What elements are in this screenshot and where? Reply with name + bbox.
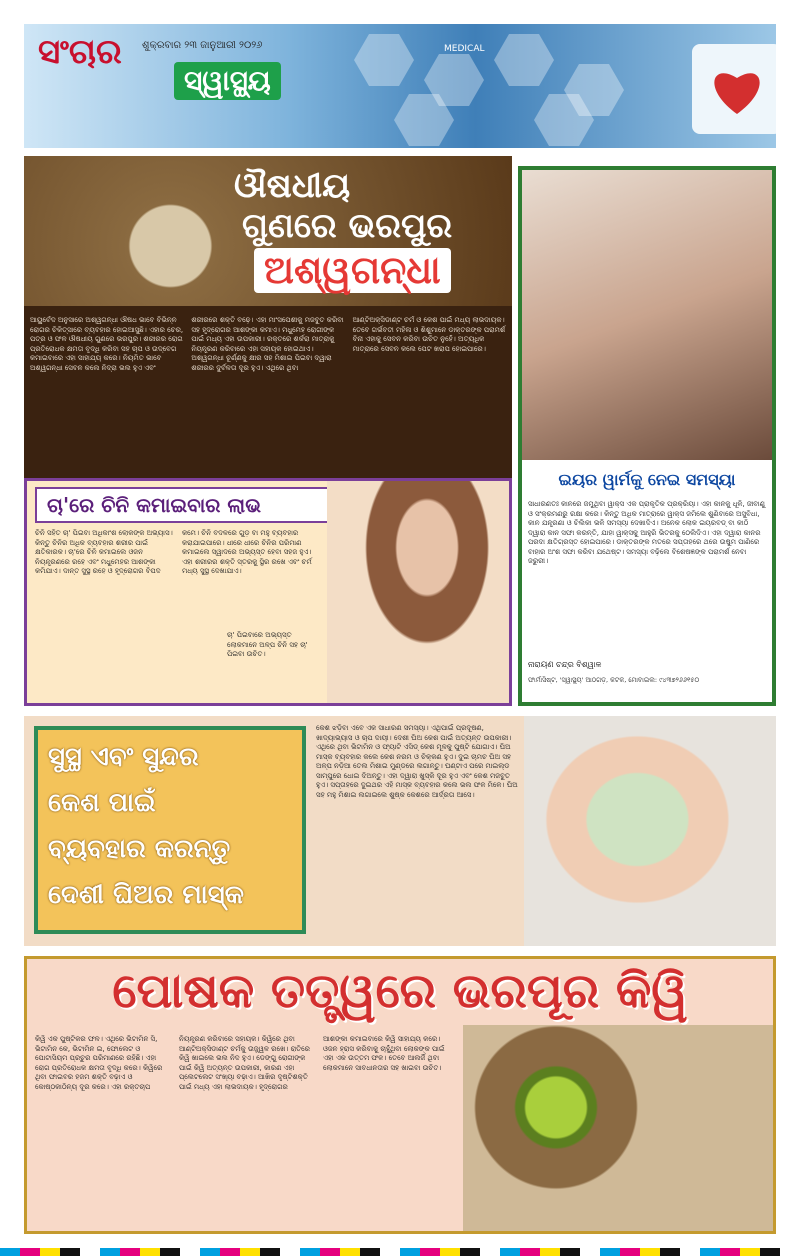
print-color-bar <box>0 1248 800 1256</box>
issue-date: ଶୁକ୍ରବାର ୨୩ ଜାନୁଆରୀ ୨୦୨୬ <box>142 40 263 51</box>
headline-line: ବ୍ୟବହାର କରନ୍ତୁ <box>48 834 231 864</box>
headline-line: ଦେଶୀ ଘିଅର ମାସ୍କ <box>48 880 244 910</box>
article-headline: ଇୟର ୱାର୍ମକୁ ନେଇ ସମସ୍ୟା <box>558 470 736 489</box>
headline-box <box>34 726 306 934</box>
heart-hands-icon <box>692 44 776 134</box>
ashwagandha-article <box>24 156 512 500</box>
article-headline: ପୋଷକ ତତ୍ତ୍ୱରେ ଭରପୂର କିୱି <box>112 963 688 1019</box>
author-name: ନାରାୟଣ ଚନ୍ଦ୍ର ବିଶ୍ୱାଳ <box>528 660 602 669</box>
hex-tile <box>354 34 414 86</box>
woman-with-tea-photo <box>327 481 509 703</box>
ghee-hair-mask-article <box>24 716 776 946</box>
ear-wax-article <box>518 166 776 706</box>
ear-pain-photo <box>522 170 772 460</box>
medical-label: MEDICAL <box>444 44 485 54</box>
article-headline-line2: ଗୁଣରେ ଭରପୁର <box>242 206 453 246</box>
newspaper-logo: ସଂଚାର <box>38 32 122 72</box>
headline-text <box>48 734 296 918</box>
tea-sugar-article <box>24 478 512 706</box>
medical-hex-pattern <box>334 24 674 148</box>
face-mask-photo <box>524 716 776 946</box>
article-headline: ଚା'ରେ ଚିନି କମାଇବାର ଲାଭ <box>35 487 475 523</box>
headline-line: ସୁସ୍ଥ ଏବଂ ସୁନ୍ଦର <box>48 742 199 772</box>
article-body: ଚିନି ସହିତ ଚା' ପିଇବା ଅଧିକାଂଶ ଲୋକଙ୍କ ଅଭ୍ୟାସ। କିନ୍ତୁ ଚିନିର ଅଧିକ ବ୍ୟବହାର ଶରୀର ପାଇଁ କ୍ଷତିକାରକ। ଚା'ରେ ଚିନି କମାଇଲେ ଓଜନ ନିୟନ୍ତ୍ରଣରେ ରହେ ଏବଂ ମଧୁମେହର ଆଶଙ୍କା କମିଯାଏ। ଦାନ୍ତ ସୁସ୍ଥ ରହେ ଓ ହୃଦ୍‌ରୋଗର ବିପଦ କମେ। ଚିନି ବଦଳରେ ଗୁଡ଼ ବା ମହୁ ବ୍ୟବହାର କରାଯାଇପାରେ। ଧୀରେ ଧୀରେ ଚିନିର ପରିମାଣ କମାଇଲେ ସ୍ୱାଦରେ ଅଭ୍ୟସ୍ତ ହେବା ସହଜ ହୁଏ। ଏହା ଶରୀରର ଶକ୍ତି ସ୍ତରକୁ ସ୍ଥିର ରଖେ ଏବଂ ଚର୍ମ ମଧ୍ୟ ସୁସ୍ଥ ଦେଖାଯାଏ। <box>35 529 312 575</box>
article-headline-line3: ଅଶ୍ୱଗନ୍ଧା <box>254 248 451 293</box>
hex-tile <box>494 34 554 86</box>
masthead-banner <box>24 24 776 148</box>
kiwi-article <box>24 956 776 1234</box>
headline-line: କେଶ ପାଇଁ <box>48 788 156 818</box>
article-closing: ଚା' ପିଇବାରେ ଅଭ୍ୟସ୍ତ ଲୋକମାନେ ଅଳ୍ପ ଚିନି ସହ ଚା' ପିଇବା ଉଚିତ। <box>227 631 308 658</box>
kiwi-fruit-photo <box>463 1025 773 1231</box>
author-detail: ଫାର୍ମାସିଷ୍ଟ, 'ସ୍ୱାସ୍ଥ୍ୟ' ଆଠଗଡ଼, କଟକ, ମୋବାଇଲ: ୯୪୩୭୨୬୬୧୫୦ <box>528 676 700 684</box>
article-body: ସାଧାରଣତଃ କାନରେ ଜମୁଥିବା ୱାକ୍ସ ଏକ ପ୍ରାକୃତିକ ପ୍ରକ୍ରିୟା। ଏହା କାନକୁ ଧୂଳି, ଜୀବାଣୁ ଓ ସଂକ୍ରମଣରୁ ରକ୍ଷା କରେ। କିନ୍ତୁ ଅଧିକ ମାତ୍ରାରେ ୱାକ୍ସ ଜମିଲେ ଶୁଣିବାରେ ଅସୁବିଧା, କାନ ଯନ୍ତ୍ରଣା ଓ ଚିଲିକା ଭଳି ସମସ୍ୟା ଦେଖାଦିଏ। ଅନେକ ଲୋକ ଇୟରବଡ୍ ବା କାଠି ଦ୍ୱାରା କାନ ସଫା କରନ୍ତି, ଯାହା ୱାକ୍ସକୁ ଆହୁରି ଭିତରକୁ ଠେଲିଦିଏ। ଏହା ଦ୍ୱାରା କାନର ପରଦା କ୍ଷତିଗ୍ରସ୍ତ ହୋଇପାରେ। ଡାକ୍ତରଙ୍କ ମତରେ ସପ୍ତାହରେ ଥରେ ଉଷୁମ ପାଣିରେ ବାହାର ଅଂଶ ସଫା କରିବା ଯଥେଷ୍ଟ। ସମସ୍ୟା ବଢ଼ିଲେ ବିଶେଷଜ୍ଞଙ୍କ ପରାମର୍ଶ ନେବା ଜରୁରୀ। <box>528 500 765 565</box>
section-title: ସ୍ୱାସ୍ଥ୍ୟ <box>174 62 281 100</box>
article-body: କେଶ ଝଡ଼ିବା ଏବେ ଏକ ସାଧାରଣ ସମସ୍ୟା। ଏଥିପାଇଁ ପ୍ରଦୂଷଣ, ଖାଦ୍ୟାଭ୍ୟାସ ଓ ଚାପ ଦାୟୀ। ଦେଶୀ ଘିଅ କେଶ ପାଇଁ ଅତ୍ୟନ୍ତ ଉପକାରୀ। ଏଥିରେ ଥିବା ଭିଟାମିନ ଓ ଫ୍ୟାଟି ଏସିଡ୍ କେଶ ମୂଳକୁ ପୁଷ୍ଟି ଯୋଗାଏ। ଘିଅ ମାସ୍କ ବ୍ୟବହାର କଲେ କେଶ ନରମ ଓ ଚିକ୍କଣ ହୁଏ। ଦୁଇ ଚାମଚ ଘିଅ ସହ ଅଳ୍ପ ନଡ଼ିଆ ତେଲ ମିଶାଇ ମୁଣ୍ଡରେ ଲଗାନ୍ତୁ। ଘଣ୍ଟାଏ ପରେ ମାଇଲ୍ଡ ସାମ୍ପୁରେ ଧୋଇ ଦିଅନ୍ତୁ। ଏହା ଦ୍ୱାରା ଖୁସ୍କି ଦୂର ହୁଏ ଏବଂ କେଶ ମଜବୁତ ହୁଏ। ସପ୍ତାହରେ ଦୁଇଥର ଏହି ମାସ୍କ ବ୍ୟବହାର କଲେ ଭଲ ଫଳ ମିଳେ। ଘିଅ ସହ ମହୁ ମିଶାଇ ଲଗାଇଲେ ଶୁଷ୍କ କେଶରେ ଆର୍ଦ୍ରତା ଆସେ। <box>316 724 518 799</box>
article-body: କିୱି ଏକ ପୁଷ୍ଟିକର ଫଳ। ଏଥିରେ ଭିଟାମିନ ସି, ଭିଟାମିନ କେ, ଭିଟାମିନ ଇ, ଫୋଲେଟ ଓ ପୋଟାସିୟମ ପ୍ରଚୁର ପରିମାଣରେ ରହିଛି। ଏହା ରୋଗ ପ୍ରତିରୋଧକ କ୍ଷମତା ବୃଦ୍ଧି କରେ। କିୱିରେ ଥିବା ଫାଇବର ହଜମ ଶକ୍ତି ବଢ଼ାଏ ଓ କୋଷ୍ଠକାଠିନ୍ୟ ଦୂର କରେ। ଏହା ରକ୍ତଚାପ ନିୟନ୍ତ୍ରଣ କରିବାରେ ସହାୟକ। କିୱିରେ ଥିବା ଆଣ୍ଟିଅକ୍ସିଡାଣ୍ଟ ଚର୍ମକୁ ଉଜ୍ଜ୍ୱଳ ରଖେ। ରାତିରେ କିୱି ଖାଇଲେ ଭଲ ନିଦ ହୁଏ। ଡେଙ୍ଗୁ ରୋଗୀଙ୍କ ପାଇଁ କିୱି ଅତ୍ୟନ୍ତ ଉପକାରୀ, କାରଣ ଏହା ପ୍ଲେଟଲେଟ ସଂଖ୍ୟା ବଢ଼ାଏ। ଆଖିର ଦୃଷ୍ଟିଶକ୍ତି ପାଇଁ ମଧ୍ୟ ଏହା ଲାଭଦାୟକ। ହୃଦ୍‌ରୋଗର ଆଶଙ୍କା କମାଇବାରେ କିୱି ସାହାଯ୍ୟ କରେ। ଓଜନ ହ୍ରାସ କରିବାକୁ ଚାହୁଁଥିବା ଲୋକଙ୍କ ପାଇଁ ଏହା ଏକ ଉତ୍ତମ ଫଳ। ତେବେ ଆଲର୍ଜି ଥିବା ଲୋକମାନେ ସାବଧାନତାର ସହ ଖାଇବା ଉଚିତ। <box>35 1035 445 1091</box>
article-body: ଆୟୁର୍ବେଦ ଅନୁସାରେ ଅଶ୍ୱଗନ୍ଧା ଔଷଧ ଭାବେ ବିଭିନ୍ନ ରୋଗର ଚିକିତ୍ସାରେ ବ୍ୟବହାର ହୋଇଆସୁଛି। ଏହାର ଚେର, ପତ୍ର ଓ ଫଳ ଔଷଧୀୟ ଗୁଣରେ ଭରପୁର। ଶରୀରର ରୋଗ ପ୍ରତିରୋଧକ କ୍ଷମତା ବୃଦ୍ଧି କରିବା ସହ ଚାପ ଓ ଉଦ୍‌ବେଗ କମାଇବାରେ ଏହା ସାହାଯ୍ୟ କରେ। ନିୟମିତ ଭାବେ ଅଶ୍ୱଗନ୍ଧା ସେବନ କଲେ ନିଦ୍ରା ଭଲ ହୁଏ ଏବଂ ଶରୀରରେ ଶକ୍ତି ବଢ଼େ। ଏହା ମାଂସପେଶୀକୁ ମଜବୁତ କରିବା ସହ ହୃଦ୍‌ରୋଗର ଆଶଙ୍କା କମାଏ। ମଧୁମେହ ରୋଗୀଙ୍କ ପାଇଁ ମଧ୍ୟ ଏହା ଉପକାରୀ। ରକ୍ତରେ ଶର୍କରା ମାତ୍ରାକୁ ନିୟନ୍ତ୍ରଣ କରିବାରେ ଏହା ସହାୟକ ହୋଇଥାଏ। ଅଶ୍ୱଗନ୍ଧା ଚୂର୍ଣ୍ଣକୁ କ୍ଷୀର ସହ ମିଶାଇ ପିଇବା ଦ୍ୱାରା ଶରୀରର ଦୁର୍ବଳତା ଦୂର ହୁଏ। ଏଥିରେ ଥିବା ଆଣ୍ଟିଅକ୍ସିଡାଣ୍ଟ ଚର୍ମ ଓ କେଶ ପାଇଁ ମଧ୍ୟ ଲାଭଦାୟକ। ତେବେ ଗର୍ଭବତୀ ମହିଳା ଓ ଶିଶୁମାନେ ଡାକ୍ତରଙ୍କ ପରାମର୍ଶ ବିନା ଏହାକୁ ସେବନ କରିବା ଉଚିତ ନୁହେଁ। ଅତ୍ୟଧିକ ମାତ୍ରାରେ ସେବନ କଲେ ପେଟ ଖରାପ ହୋଇପାରେ। <box>30 316 506 372</box>
article-headline-line1: ଔଷଧୀୟ <box>234 166 351 206</box>
